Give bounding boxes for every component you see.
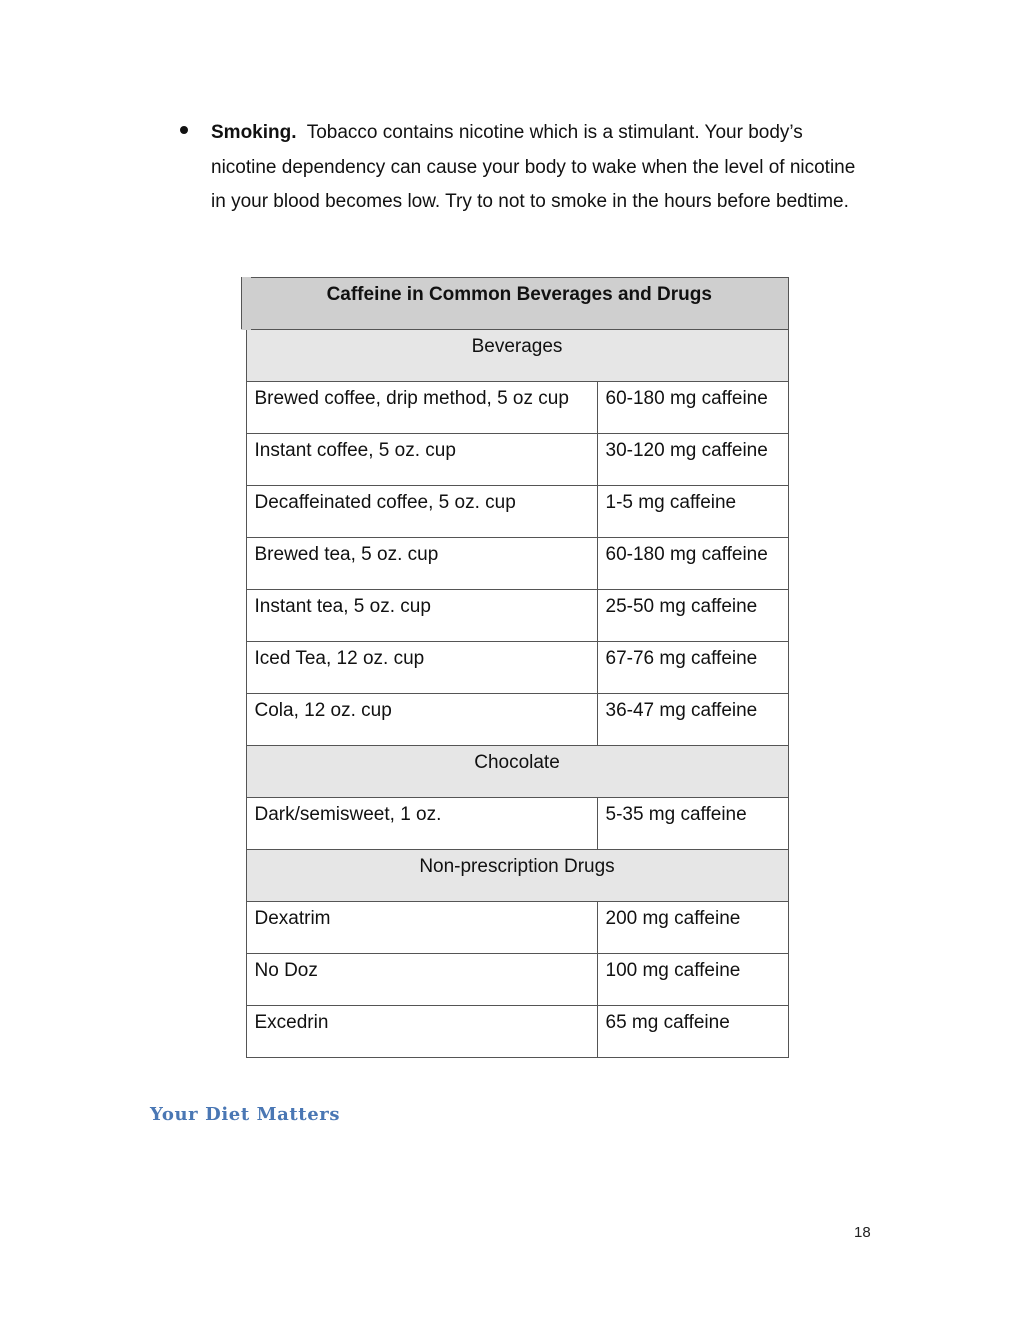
- table-row: [246, 382, 788, 434]
- bullet-lead: Smoking.: [211, 122, 297, 143]
- section-row: [246, 330, 788, 382]
- caffeine-amount-cell: 1-5 mg caffeine: [597, 486, 788, 538]
- table-row: [246, 538, 788, 590]
- bullet-body: Tobacco contains nicotine which is a stimulant. Your body’s nicotine dependency can cause your body to wake when the level of nicotine in your blood becomes low. Try to not to smoke in the hours before bedtime.: [211, 122, 856, 213]
- bullet-paragraph: [211, 116, 866, 220]
- caffeine-table: [241, 277, 789, 1058]
- item-cell: Cola, 12 oz. cup: [246, 694, 597, 746]
- caffeine-amount-cell: 5-35 mg caffeine: [597, 798, 788, 850]
- item-cell: Brewed tea, 5 oz. cup: [246, 538, 597, 590]
- table-title-row: [246, 278, 788, 330]
- section-heading-diet: Your Diet Matters: [150, 1104, 341, 1125]
- caffeine-amount-cell: 36-47 mg caffeine: [597, 694, 788, 746]
- table-row: [246, 694, 788, 746]
- section-heading-cell: Beverages: [246, 330, 788, 382]
- item-cell: Dexatrim: [246, 902, 597, 954]
- table-title: Caffeine in Common Beverages and Drugs: [246, 278, 788, 330]
- table-row: [246, 642, 788, 694]
- item-cell: Decaffeinated coffee, 5 oz. cup: [246, 486, 597, 538]
- table-row: [246, 486, 788, 538]
- table-row: [246, 798, 788, 850]
- section-heading-cell: Chocolate: [246, 746, 788, 798]
- section-row: [246, 850, 788, 902]
- bullet-dot-icon: [180, 126, 188, 134]
- item-cell: Iced Tea, 12 oz. cup: [246, 642, 597, 694]
- caffeine-amount-cell: 65 mg caffeine: [597, 1006, 788, 1058]
- table-row: [246, 902, 788, 954]
- item-cell: Instant tea, 5 oz. cup: [246, 590, 597, 642]
- caffeine-amount-cell: 25-50 mg caffeine: [597, 590, 788, 642]
- section-heading-cell: Non-prescription Drugs: [246, 850, 788, 902]
- caffeine-amount-cell: 67-76 mg caffeine: [597, 642, 788, 694]
- item-cell: Excedrin: [246, 1006, 597, 1058]
- table-row: [246, 1006, 788, 1058]
- caffeine-table-body: [246, 278, 788, 1058]
- item-cell: Dark/semisweet, 1 oz.: [246, 798, 597, 850]
- caffeine-amount-cell: 200 mg caffeine: [597, 902, 788, 954]
- item-cell: Brewed coffee, drip method, 5 oz cup: [246, 382, 597, 434]
- table-row: [246, 434, 788, 486]
- section-row: [246, 746, 788, 798]
- item-cell: No Doz: [246, 954, 597, 1006]
- table-row: [246, 590, 788, 642]
- caffeine-amount-cell: 60-180 mg caffeine: [597, 538, 788, 590]
- table-row: [246, 954, 788, 1006]
- item-cell: Instant coffee, 5 oz. cup: [246, 434, 597, 486]
- page-number: 18: [854, 1224, 871, 1241]
- caffeine-amount-cell: 100 mg caffeine: [597, 954, 788, 1006]
- caffeine-amount-cell: 60-180 mg caffeine: [597, 382, 788, 434]
- caffeine-amount-cell: 30-120 mg caffeine: [597, 434, 788, 486]
